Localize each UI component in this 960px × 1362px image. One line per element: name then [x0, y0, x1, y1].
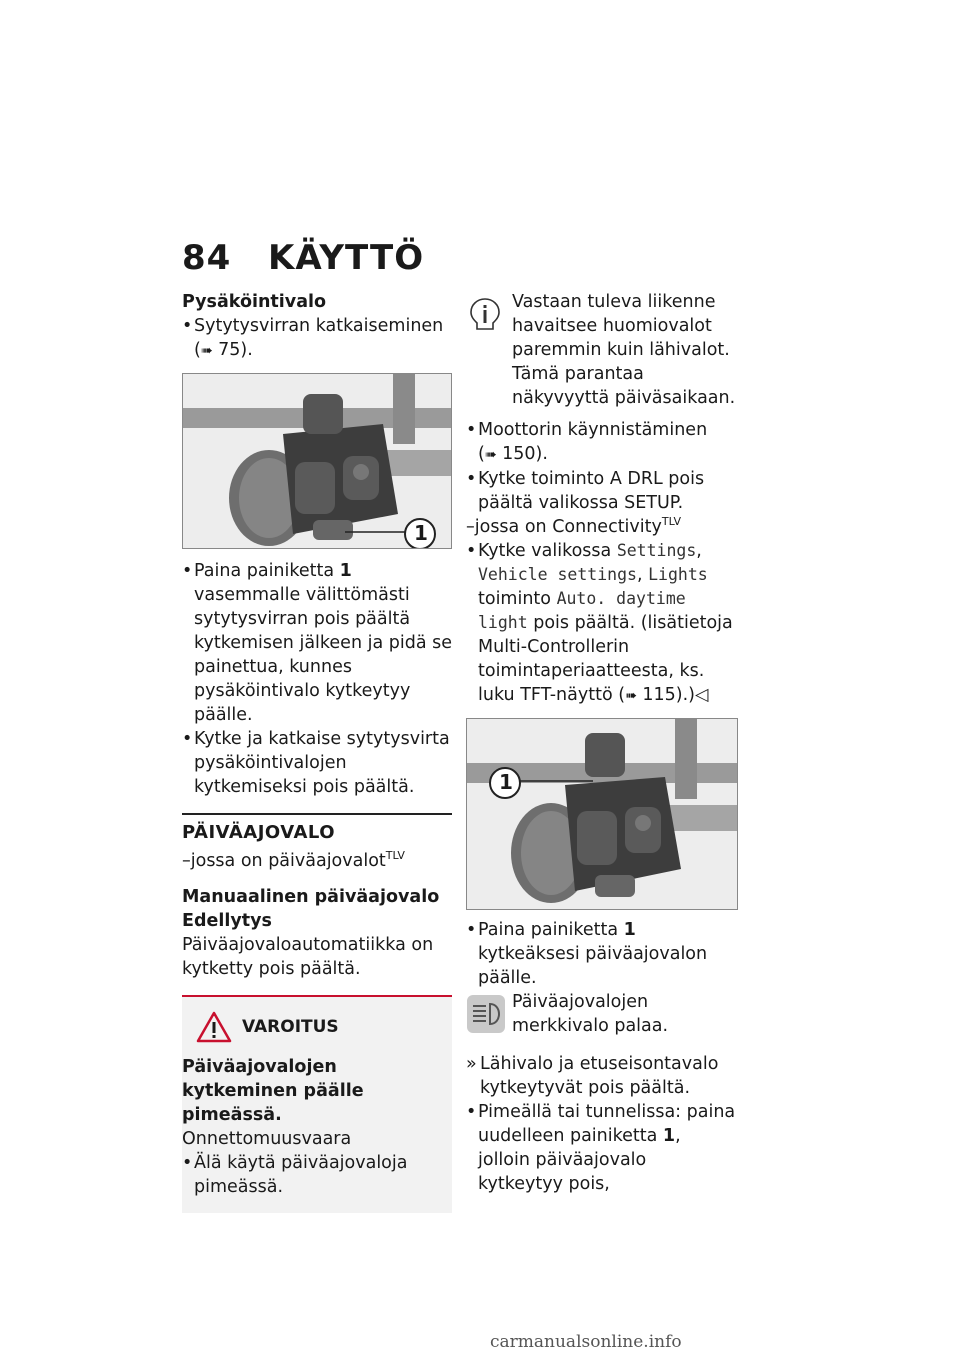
step-press-left: • Paina painiketta 1 vasemmalle välittömästi sytytysvirran pois päältä kytkemisen jälkeen ja pidä se painettua, kunnes pysäköintivalo kytkeytyy päälle. — [182, 559, 452, 727]
watermark: carmanualsonline.info — [490, 1332, 682, 1352]
menu-settings: Settings — [616, 541, 697, 560]
warning-hazard: Onnettomuusvaara — [182, 1129, 352, 1149]
page-reference[interactable]: (➠ 115).)◁ — [618, 685, 709, 705]
warning-instruction: • Älä käytä päiväajovaloja pimeässä. — [182, 1151, 452, 1199]
step-menu-auto-daytime: • Kytke valikossa Settings, Vehicle settings, Lights toiminto Auto. daytime light pois päältä. (lisätietoja Multi-Controllerin toimintaperiaatteesta, ks. luku TFT-näyttö (➠ 115).)◁ — [466, 539, 736, 708]
handlebar-switch-illustration — [183, 374, 452, 549]
warning-header — [182, 1011, 452, 1043]
chapter-title: KÄYTTÖ — [268, 238, 425, 278]
page-reference[interactable]: (➠ 150). — [478, 444, 548, 464]
menu-vehicle-settings: Vehicle settings — [478, 565, 637, 584]
page-header — [182, 238, 424, 278]
menu-lights: Lights — [648, 565, 708, 584]
figure-callout: 1 — [499, 770, 513, 794]
menu-auto-daytime-light: Auto. daytime light — [478, 589, 686, 632]
info-note — [466, 290, 736, 410]
warning-triangle-icon — [196, 1011, 232, 1043]
warning-label: VAROITUS — [242, 1017, 339, 1037]
step-dark-tunnel: • Pimeällä tai tunnelissa: paina uudelleen painiketta 1, jolloin päiväajovalo kytkeytyy pois, — [466, 1100, 736, 1196]
figure-handlebar-switch-1 — [182, 373, 452, 549]
page-number: 84 — [182, 238, 232, 278]
info-text: Vastaan tuleva liikenne havaitsee huomiovalot paremmin kuin lähivalot. Tämä parantaa näkyvyyttä päiväsaikaan. — [512, 292, 736, 408]
left-column — [182, 290, 452, 1213]
result-low-beam-off: » Lähivalo ja etuseisontavalo kytkeytyvät pois päältä. — [466, 1052, 736, 1100]
drl-heading: PÄIVÄAJOVALO — [182, 822, 336, 843]
figure-callout: 1 — [414, 521, 428, 545]
connectivity-option-note: –jossa on Connectivity$^{TLV}$ — [466, 515, 682, 537]
parking-light-title: Pysäköintivalo — [182, 292, 327, 312]
info-icon — [466, 296, 504, 334]
step-drl-off-setup: • Kytke toiminto A DRL pois päältä valikossa SETUP. — [466, 467, 736, 515]
warning-title: Päiväajovalojen kytkeminen päälle pimeässä. — [182, 1057, 364, 1125]
arrow-right-icon: ➠ — [625, 688, 637, 704]
indicator-note — [466, 990, 736, 1038]
step-ignition-off: • Sytytysvirran katkaiseminen (➠ 75). — [182, 314, 452, 363]
prerequisite-title: Edellytys — [182, 911, 272, 931]
warning-box — [182, 995, 452, 1213]
arrow-right-icon: ➠ — [200, 343, 213, 359]
step-ignition-cycle: • Kytke ja katkaise sytytysvirta pysäköintivalojen kytkemiseksi pois päältä. — [182, 727, 452, 799]
section-divider — [182, 813, 452, 815]
arrow-right-icon: ➠ — [484, 447, 497, 463]
indicator-text: Päiväajovalojen merkkivalo palaa. — [512, 992, 669, 1036]
right-column — [466, 290, 736, 1196]
figure-handlebar-switch-2 — [466, 718, 738, 910]
handlebar-switch-illustration — [467, 719, 738, 910]
prerequisite-text: Päiväajovaloautomatiikka on kytketty pois päältä. — [182, 935, 434, 979]
manual-drl-title: Manuaalinen päiväajovalo — [182, 887, 440, 907]
drl-indicator-icon — [466, 994, 506, 1034]
step-start-engine: • Moottorin käynnistäminen (➠ 150). — [466, 418, 736, 467]
step-press-drl-on: • Paina painiketta 1 kytkeäksesi päiväajovalon päälle. — [466, 918, 736, 990]
drl-option-note: –jossa on päiväajovalot$^{TLV}$ — [182, 849, 405, 871]
page-reference[interactable]: (➠ 75). — [194, 340, 253, 360]
